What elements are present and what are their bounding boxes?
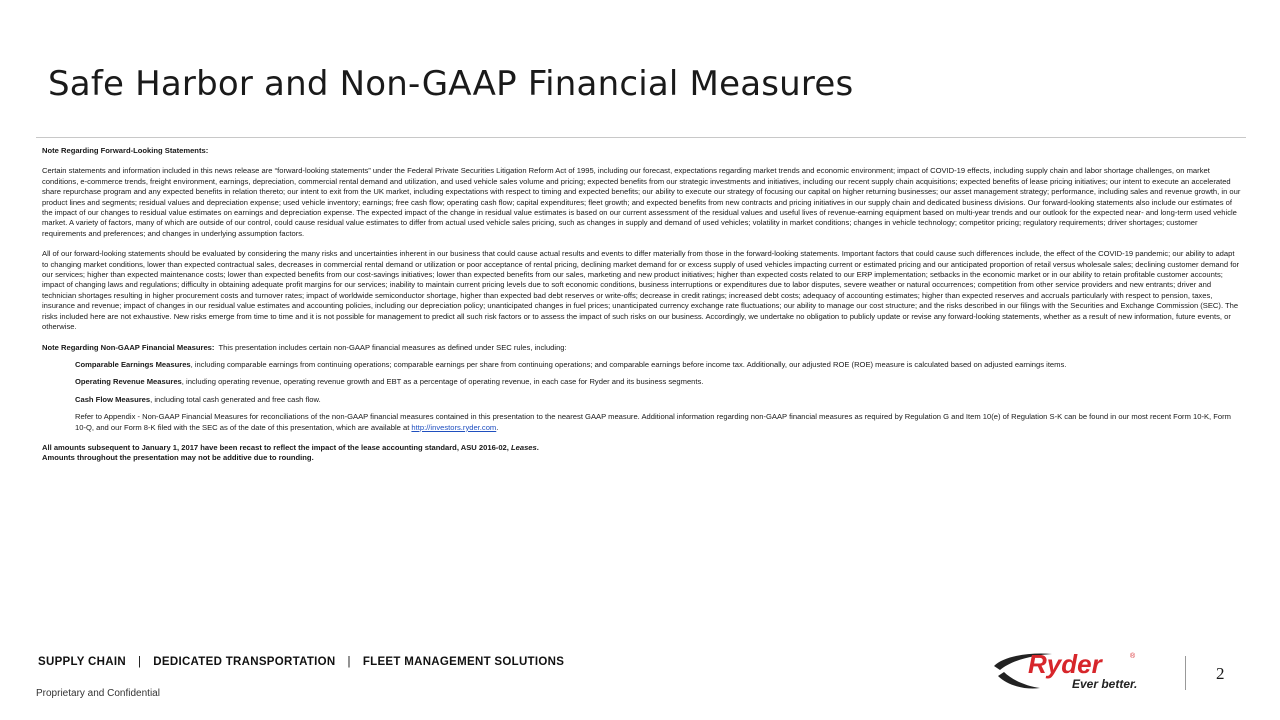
nongaap-item	[42, 377, 1242, 387]
nongaap-refer-end: .	[496, 422, 499, 432]
nongaap-refer-text: Refer to Appendix - Non-GAAP Financial Measures for reconciliations of the non-GAAP financial measures contained in this presentation to the nearest GAAP measure. Additional information regarding non-GAAP financial measures as required by Regulation G and Item 10(e) of Regulation S-K can be found in our most recent Form 10-K, Form 10-Q, and our Form 8-K filed with the SEC as of the date of this presentation, which are available at	[75, 412, 1231, 432]
footer-nav-supply-chain: SUPPLY CHAIN	[38, 656, 126, 668]
lease-note-text: All amounts subsequent to January 1, 2017 have been recast to reflect the impact of the lease accounting standard, ASU 2016-02,	[42, 442, 511, 452]
proprietary-label: Proprietary and Confidential	[36, 688, 160, 699]
forward-looking-paragraph-1: Certain statements and information included in this news release are “forward-looking statements” under the Federal Private Securities Litigation Reform Act of 1995, including our forecast, expectations regarding market trends and economic environment; impact of COVID-19 effects, including supply chain and labor shortage challenges, on market conditions, e-commerce trends, freight environment, earnings, depreciation, commercial rental demand and utilization, and used vehicle sales volume and pricing; expected benefits from our strategic investments and initiatives, including our recent supply chain acquisitions; expected benefits of lease pricing initiatives; our intent to execute an accelerated share repurchase program and any expected benefits in relation thereto; our intent to exit from the UK market, including expectations with respect to timing and expected benefits; our ability to execute our strategy of focusing our capital on higher returning businesses; our asset management strategy; performance, including sales and revenue growth, in our product lines and segments; residual values and depreciation expense; used vehicle inventory; earnings; free cash flow; operating cash flow; capital expenditures; fleet growth; and expected benefits from new contracts and pricing initiatives in our supply chain and dedicated business divisions. Our forward-looking statements also include our estimates of the impact of our changes to residual value estimates on earnings and depreciation expense. The expected impact of the change in residual value estimates is based on our current assessment of the residual values and useful lives of revenue-earning equipment based on multi-year trends and our outlook for the expected near- and long-term used vehicle market. A variety of factors, many of which are outside of our control, could cause residual value estimates to differ from actual used vehicle sales pricing, such as changes in supply and demand of used vehicles; volatility in market conditions; changes in vehicle technology; competitor pricing; regulatory requirements; driver shortages; customer requirements and preferences; and changes in underlying assumption factors.	[42, 166, 1241, 238]
forward-looking-paragraph-2: All of our forward-looking statements should be evaluated by considering the many risks and uncertainties inherent in our business that could cause actual results and events to differ materially from those in the forward-looking statements. Important factors that could cause such differences include, the effect of the COVID-19 pandemic; our ability to adapt to changing market conditions, lower than expected contractual sales, decreases in commercial rental demand or utilization or poor acceptance of rental pricing, declining market demand for or excess supply of used vehicles impacting current or estimated pricing and our anticipated proportion of retail versus wholesale sales; declining customer demand for our services; higher than expected maintenance costs; lower than expected benefits from our cost-savings initiatives; lower than expected benefits from our sales, marketing and new product initiatives; higher than expected costs related to our ERP implementation; setbacks in the economic market or in our ability to retain profitable customer accounts; impact of changing laws and regulations; difficulty in obtaining adequate profit margins for our services; inability to maintain current pricing levels due to soft economic conditions, business interruptions or expenditures due to labor disputes, severe weather or natural occurrences; competition from other service providers and new entrants; driver and technician shortages resulting in higher procurement costs and turnover rates; impact of worldwide semiconductor shortage, higher than expected bad debt reserves or write-offs; decrease in credit ratings; increased debt costs; adequacy of accounting estimates; higher than expected reserves and accruals particularly with respect to pension, taxes, insurance and revenue; impact of changes in our residual value estimates and accounting policies, including our depreciation policy; unanticipated changes in fuel prices; unanticipated currency exchange rate fluctuations; our ability to manage our cost structure; and the risks described in our filings with the Securities and Exchange Commission (SEC). The risks included here are not exhaustive. New risks emerge from time to time and it is not possible for management to predict all such risk factors or to assess the impact of such risks on our business. Accordingly, we undertake no obligation to publicly update or revise any forward-looking statements, whether as a result of new information, future events, or otherwise.	[42, 249, 1240, 332]
disclaimer-body	[42, 146, 1242, 464]
nongaap-item-term: Cash Flow Measures	[75, 394, 151, 404]
nongaap-item-text: , including operating revenue, operating revenue growth and EBT as a percentage of operating revenue, in each case for Ryder and its business segments.	[181, 377, 704, 387]
footer-nav-fleet: FLEET MANAGEMENT SOLUTIONS	[362, 656, 565, 668]
footer-nav	[38, 656, 564, 668]
nongaap-item	[42, 395, 1242, 405]
nongaap-item-text: , including comparable earnings from continuing operations; comparable earnings per share from continuing operations; and comparable earnings before income tax. Additionally, our adjusted ROE (ROE) measure is calculated based on adjusted earnings items.	[190, 359, 1067, 369]
lease-note-italic: Leases	[511, 442, 537, 452]
nongaap-heading: Note Regarding Non-GAAP Financial Measures:	[42, 342, 215, 352]
footer-separator: |	[137, 656, 142, 668]
footer-separator: |	[347, 656, 351, 668]
footer-nav-dedicated: DEDICATED TRANSPORTATION	[153, 656, 336, 668]
nongaap-item-term: Comparable Earnings Measures	[75, 359, 191, 369]
nongaap-intro-line	[42, 343, 1242, 353]
footer-divider	[1185, 656, 1186, 690]
nongaap-refer	[42, 412, 1242, 433]
title-divider	[36, 137, 1246, 138]
nongaap-item	[42, 360, 1242, 370]
nongaap-item-text: , including total cash generated and free cash flow.	[150, 394, 321, 404]
nongaap-intro: This presentation includes certain non-GAAP financial measures as defined under SEC rules, including:	[218, 342, 567, 352]
investors-link[interactable]: http://investors.ryder.com	[411, 422, 497, 432]
rounding-note: Amounts throughout the presentation may not be additive due to rounding.	[42, 453, 314, 463]
lease-accounting-note	[42, 443, 1242, 453]
logo-registered-mark: ®	[1130, 653, 1136, 660]
nongaap-item-term: Operating Revenue Measures	[75, 377, 182, 387]
page-number: 2	[1216, 664, 1225, 683]
logo-tagline: Ever better.	[1072, 677, 1138, 691]
forward-looking-heading: Note Regarding Forward-Looking Statements:	[42, 146, 209, 155]
ryder-logo	[990, 646, 1150, 694]
lease-note-end: .	[536, 442, 539, 452]
page-title: Safe Harbor and Non-GAAP Financial Measures	[48, 64, 854, 104]
logo-wordmark: Ryder	[1028, 649, 1102, 679]
